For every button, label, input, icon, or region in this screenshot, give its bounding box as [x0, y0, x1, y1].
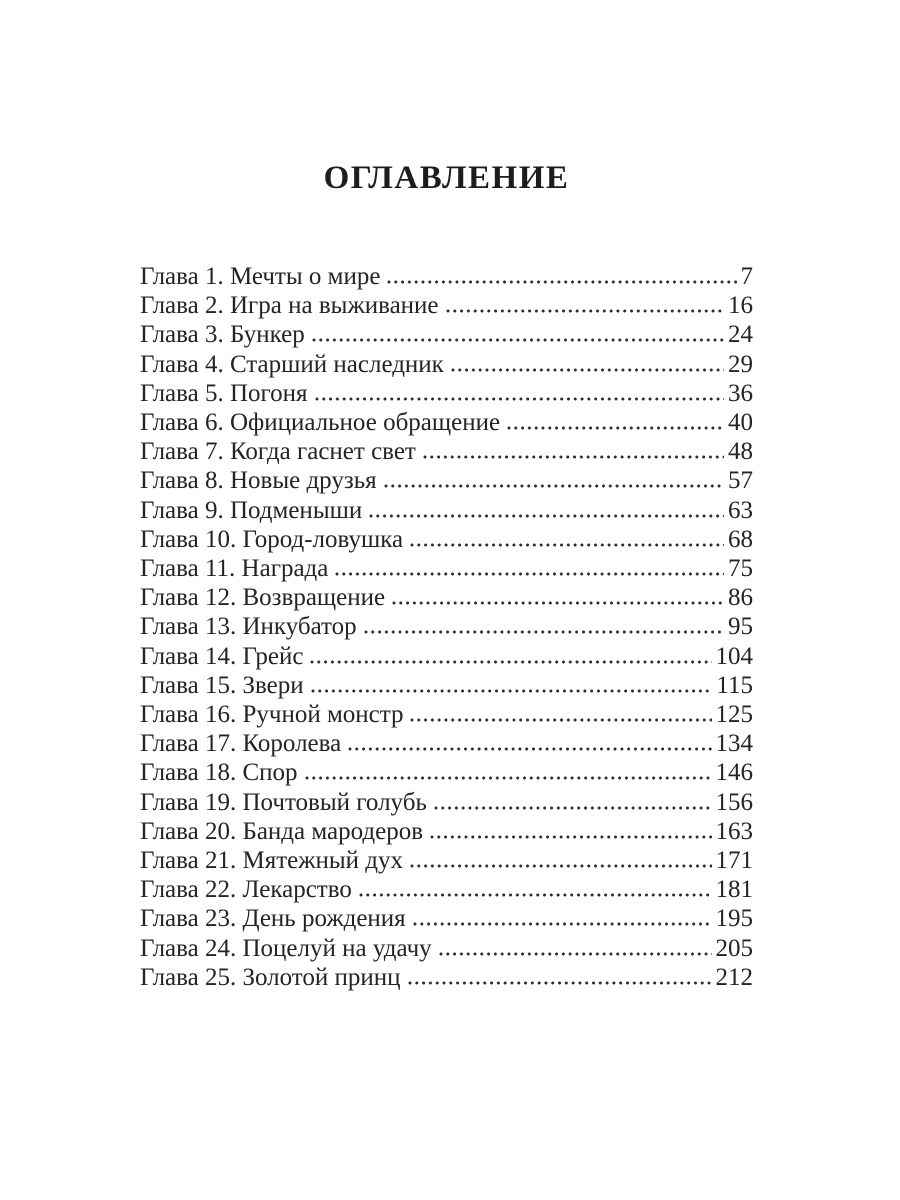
- dot-leader: [335, 572, 724, 576]
- toc-entry-page: 86: [728, 584, 753, 612]
- toc-entry-page: 16: [728, 292, 753, 320]
- toc-row: [140, 788, 753, 817]
- dot-leader: [311, 689, 713, 693]
- toc-entry-label: Глава 10. Город-ловушка: [140, 525, 404, 553]
- toc-entry-label: Глава 8. Новые друзья: [140, 467, 377, 495]
- dot-leader: [451, 368, 724, 372]
- dot-leader: [507, 426, 724, 430]
- toc-entry-page: 156: [715, 788, 753, 816]
- toc-entry-label: Глава 6. Официальное обращение: [140, 409, 501, 437]
- toc-entry-page: 146: [715, 759, 753, 787]
- dot-leader: [410, 543, 724, 547]
- dot-leader: [312, 338, 724, 342]
- toc-entry-label: Глава 1. Мечты о мире: [140, 263, 381, 290]
- toc-row: [140, 758, 753, 787]
- dot-leader: [348, 747, 711, 751]
- dot-leader: [369, 514, 724, 518]
- toc-entry-label: Глава 15. Звери: [140, 671, 304, 699]
- toc-entry-page: 125: [715, 701, 753, 729]
- toc-entry-page: 48: [728, 438, 753, 466]
- toc-row: [140, 583, 753, 612]
- toc-row: [140, 671, 753, 700]
- toc-row: [140, 817, 753, 846]
- toc-entry-page: 134: [715, 730, 753, 758]
- dot-leader: [310, 660, 711, 664]
- dot-leader: [439, 952, 712, 956]
- toc-entry-page: 36: [728, 379, 753, 407]
- toc-entry-page: 24: [728, 321, 753, 349]
- toc-entry-label: Глава 14. Грейс: [140, 642, 304, 670]
- dot-leader: [387, 280, 736, 284]
- toc-entry-label: Глава 7. Когда гаснет свет: [140, 438, 416, 466]
- toc-entry-label: Глава 3. Бункер: [140, 321, 305, 349]
- dot-leader: [364, 630, 724, 634]
- dot-leader: [359, 893, 712, 897]
- toc-entry-label: Глава 16. Ручной монстр: [140, 701, 404, 729]
- toc-row: [140, 437, 753, 466]
- toc-entry-page: 104: [715, 642, 753, 670]
- toc-entry-page: 63: [728, 496, 753, 524]
- toc-row: [140, 496, 753, 525]
- toc-row: [140, 700, 753, 729]
- toc-entry-label: Глава 13. Инкубатор: [140, 613, 357, 641]
- toc-entry-label: Глава 19. Почтовый голубь: [140, 788, 427, 816]
- toc-entry-label: Глава 5. Погоня: [140, 379, 308, 407]
- toc-entry-label: Глава 23. День рождения: [140, 905, 406, 933]
- dot-leader: [408, 981, 712, 985]
- dot-leader: [430, 835, 711, 839]
- toc-row: [140, 963, 753, 992]
- dot-leader: [423, 455, 724, 459]
- dot-leader: [305, 776, 712, 780]
- toc-entry-label: Глава 17. Королева: [140, 730, 342, 758]
- dot-leader: [413, 922, 712, 926]
- dot-leader: [446, 309, 724, 313]
- toc-row: [140, 350, 753, 379]
- toc-row: [140, 934, 753, 963]
- dot-leader: [392, 601, 724, 605]
- toc-row: [140, 262, 753, 291]
- toc-entry-label: Глава 4. Старший наследник: [140, 350, 444, 378]
- toc-row: [140, 846, 753, 875]
- toc-row: [140, 525, 753, 554]
- dot-leader: [434, 806, 712, 810]
- dot-leader: [315, 397, 724, 401]
- toc-entry-page: 95: [728, 613, 753, 641]
- toc-entry-label: Глава 11. Награда: [140, 555, 329, 583]
- toc-row: [140, 291, 753, 320]
- toc-row: [140, 466, 753, 495]
- toc-row: [140, 729, 753, 758]
- toc-entry-page: 171: [715, 847, 753, 875]
- dot-leader: [410, 718, 711, 722]
- toc-entry-label: Глава 21. Мятежный дух: [140, 847, 404, 875]
- toc-entry-page: 212: [715, 963, 753, 991]
- toc-row: [140, 320, 753, 349]
- toc-entry-label: Глава 22. Лекарство: [140, 876, 352, 904]
- toc-entry-page: 75: [728, 555, 753, 583]
- toc-entry-page: 115: [716, 671, 753, 699]
- toc-list: [140, 262, 753, 992]
- toc-row: [140, 612, 753, 641]
- dot-leader: [410, 864, 711, 868]
- toc-entry-page: 68: [728, 525, 753, 553]
- toc-row: [140, 554, 753, 583]
- page-title: ОГЛАВЛЕНИЕ: [323, 160, 570, 196]
- toc-entry-label: Глава 20. Банда мародеров: [140, 817, 424, 845]
- toc-entry-label: Глава 18. Спор: [140, 759, 298, 787]
- toc-entry-label: Глава 12. Возвращение: [140, 584, 386, 612]
- toc-entry-page: 163: [715, 817, 753, 845]
- dot-leader: [384, 484, 724, 488]
- toc-entry-page: 181: [715, 876, 753, 904]
- toc-entry-page: 29: [728, 350, 753, 378]
- toc-entry-page: 7: [740, 263, 753, 290]
- toc-entry-page: 195: [715, 905, 753, 933]
- toc-row: [140, 408, 753, 437]
- toc-row: [140, 904, 753, 933]
- toc-row: [140, 642, 753, 671]
- toc-row: [140, 875, 753, 904]
- toc-entry-label: Глава 2. Игра на выживание: [140, 292, 439, 320]
- toc-entry-label: Глава 24. Поцелуй на удачу: [140, 934, 432, 962]
- toc-entry-label: Глава 9. Подменыши: [140, 496, 363, 524]
- toc-entry-page: 205: [715, 934, 753, 962]
- toc-entry-page: 40: [728, 409, 753, 437]
- toc-row: [140, 379, 753, 408]
- toc-entry-page: 57: [728, 467, 753, 495]
- toc-entry-label: Глава 25. Золотой принц: [140, 963, 401, 991]
